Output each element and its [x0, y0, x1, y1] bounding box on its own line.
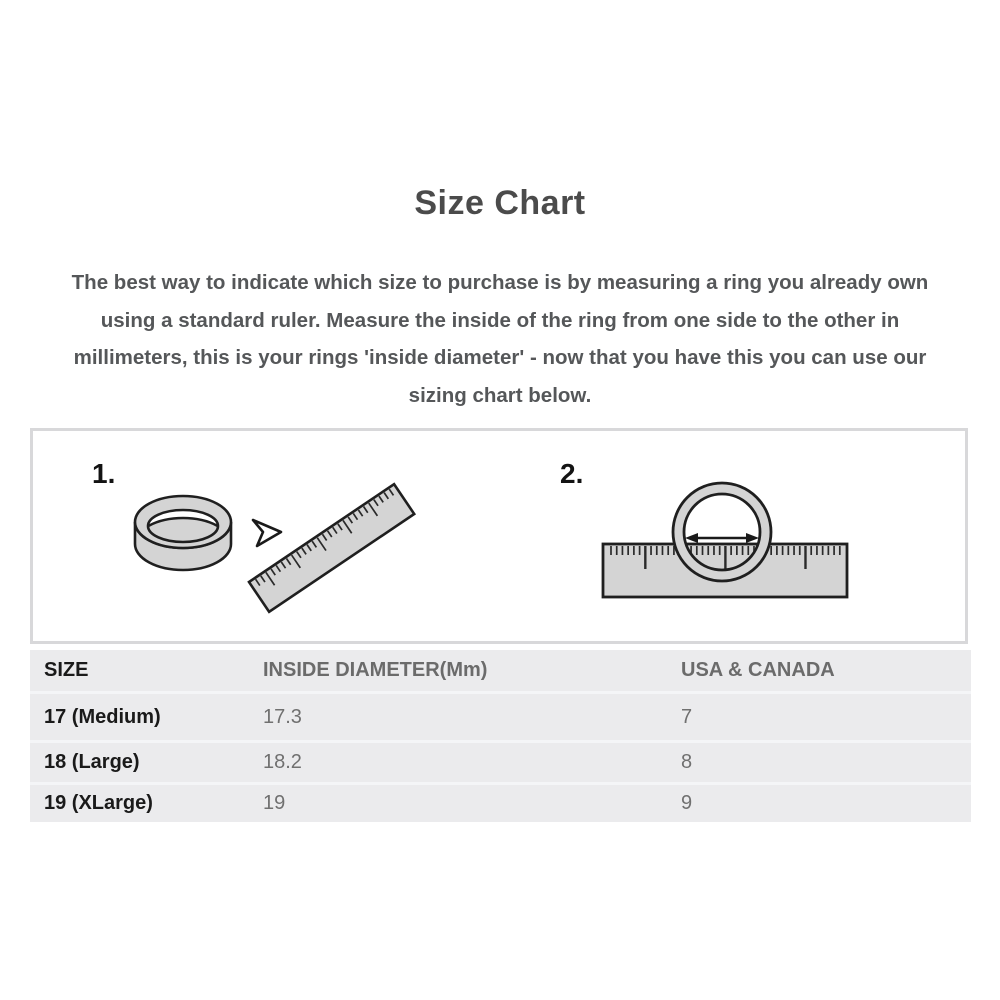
intro-line: The best way to indicate which size to purchase is by measuring a ring you already own: [71, 271, 929, 294]
table-row: [30, 691, 971, 740]
cell-inside-diameter: 19: [263, 792, 286, 814]
cell-usa-canada: 7: [681, 705, 693, 728]
cell-size: 19 (XLarge): [44, 792, 153, 814]
intro-line: millimeters, this is your rings 'inside diameter' - now that you have this you can use our: [73, 346, 927, 369]
cell-inside-diameter: 17.3: [263, 705, 302, 728]
step1-label: 1.: [92, 458, 116, 489]
measuring-illustration: [30, 428, 968, 644]
intro-paragraph: [0, 264, 1000, 414]
column-header-usa-canada: USA & CANADA: [681, 659, 835, 681]
intro-line: using a standard ruler. Measure the inside of the ring from one side to the other in: [100, 308, 900, 332]
step2-label: 2.: [560, 458, 584, 489]
cell-usa-canada: 9: [681, 792, 693, 814]
cell-size: 17 (Medium): [44, 705, 161, 728]
page-title: Size Chart: [414, 184, 586, 222]
arrowhead-icon: [253, 520, 281, 546]
table-row: [30, 740, 971, 782]
table-row: [30, 782, 971, 822]
size-chart-table: [30, 650, 971, 822]
cell-usa-canada: 8: [681, 751, 693, 773]
intro-line: sizing chart below.: [408, 383, 592, 407]
ruler2-ticks: [611, 546, 840, 569]
ring-band-icon: [135, 496, 231, 570]
column-header-inside-diameter: INSIDE DIAMETER(Mm): [263, 659, 488, 681]
measuring-illustration-panel: [30, 428, 968, 644]
table-header-row: [30, 650, 971, 691]
tilted-ruler-icon: [249, 484, 414, 612]
cell-inside-diameter: 18.2: [263, 751, 302, 773]
cell-size: 18 (Large): [44, 751, 140, 773]
inside-diameter-arrow-icon: [685, 533, 759, 543]
column-header-size: SIZE: [44, 659, 89, 681]
